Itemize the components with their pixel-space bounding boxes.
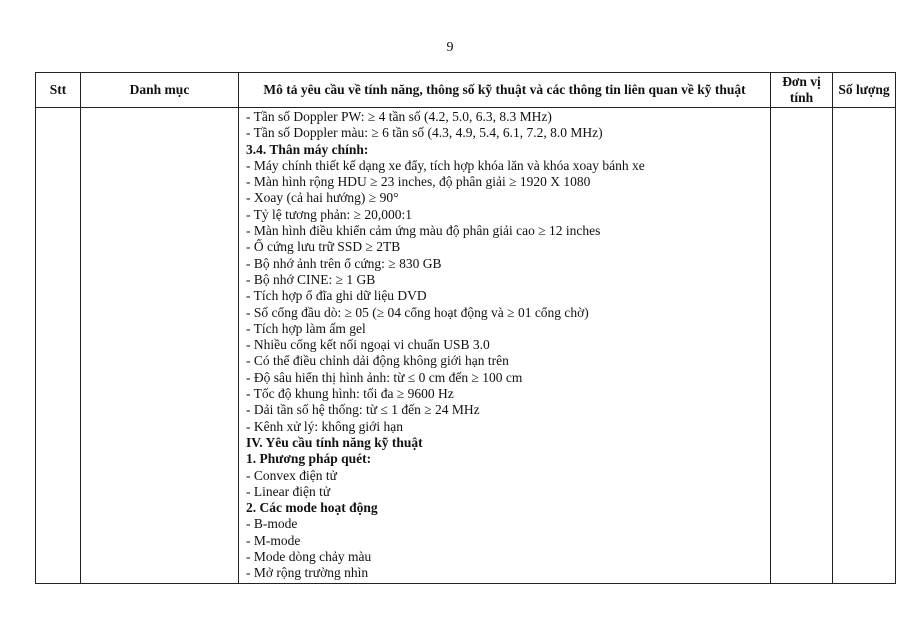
- spec-line: - Bộ nhớ ảnh trên ổ cứng: ≥ 830 GB: [246, 255, 442, 271]
- header-quantity: Số lượng: [833, 73, 896, 108]
- table-row: [36, 108, 896, 584]
- section-heading: 3.4. Thân máy chính:: [246, 141, 369, 157]
- spec-line: - Bộ nhớ CINE: ≥ 1 GB: [246, 271, 376, 287]
- spec-line: - Nhiều cổng kết nối ngoại vi chuẩn USB 3.0: [246, 337, 490, 353]
- spec-line: - Linear điện tử: [246, 483, 331, 499]
- header-stt: Stt: [36, 73, 81, 108]
- cell-category: [81, 108, 239, 584]
- spec-line: - Mở rộng trường nhìn: [246, 565, 369, 581]
- spec-line: - Tần số Doppler PW: ≥ 4 tần số (4.2, 5.0, 6.3, 8.3 MHz): [246, 109, 552, 124]
- spec-line: - Tích hợp ổ đĩa ghi dữ liệu DVD: [246, 288, 427, 304]
- cell-stt: [36, 108, 81, 584]
- spec-line: - Ổ cứng lưu trữ SSD ≥ 2TB: [246, 239, 401, 255]
- spec-line: - Convex điện tử: [246, 467, 337, 483]
- spec-line: - Tích hợp làm ấm gel: [246, 320, 366, 336]
- header-category: Danh mục: [81, 73, 239, 108]
- specification-table: [35, 72, 896, 584]
- cell-description: [239, 108, 771, 584]
- cell-unit: [771, 108, 833, 584]
- spec-line: - Kênh xử lý: không giới hạn: [246, 418, 403, 434]
- spec-line: - Số cổng đầu dò: ≥ 05 (≥ 04 cổng hoạt động và ≥ 01 cổng chờ): [246, 304, 589, 320]
- spec-line: - Tỷ lệ tương phản: ≥ 20,000:1: [246, 206, 412, 222]
- page-number: 9: [446, 40, 454, 55]
- spec-line: - Máy chính thiết kế dạng xe đẩy, tích hợp khóa lăn và khóa xoay bánh xe: [246, 157, 645, 173]
- section-heading: 1. Phương pháp quét:: [246, 451, 372, 467]
- section-heading: 2. Các mode hoạt động: [246, 500, 378, 516]
- spec-line: - Tốc độ khung hình: tối đa ≥ 9600 Hz: [246, 386, 454, 402]
- table-header-row: [36, 73, 896, 108]
- spec-line: - Mode dòng chảy màu: [246, 549, 372, 565]
- spec-line: - M-mode: [246, 532, 301, 548]
- header-unit: Đơn vị tính: [771, 73, 833, 108]
- spec-line: - B-mode: [246, 516, 298, 532]
- spec-line: - Có thể điều chỉnh dải động không giới hạn trên: [246, 353, 509, 369]
- spec-line: - Màn hình điều khiển cảm ứng màu độ phân giải cao ≥ 12 inches: [246, 223, 601, 239]
- spec-line: - Dải tần số hệ thống: từ ≤ 1 đến ≥ 24 MHz: [246, 402, 480, 418]
- spec-line: - Màn hình rộng HDU ≥ 23 inches, độ phân giải ≥ 1920 X 1080: [246, 174, 591, 190]
- spec-line: - Tần số Doppler màu: ≥ 6 tần số (4.3, 4.9, 5.4, 6.1, 7.2, 8.0 MHz): [246, 125, 603, 141]
- spec-line: - Độ sâu hiển thị hình ảnh: từ ≤ 0 cm đến ≥ 100 cm: [246, 369, 523, 385]
- cell-quantity: [833, 108, 896, 584]
- header-description: Mô tả yêu cầu về tính năng, thông số kỹ thuật và các thông tin liên quan về kỹ thuật: [239, 73, 771, 108]
- spec-line: - Xoay (cả hai hướng) ≥ 90°: [246, 190, 399, 206]
- section-heading: IV. Yêu cầu tính năng kỹ thuật: [246, 434, 423, 450]
